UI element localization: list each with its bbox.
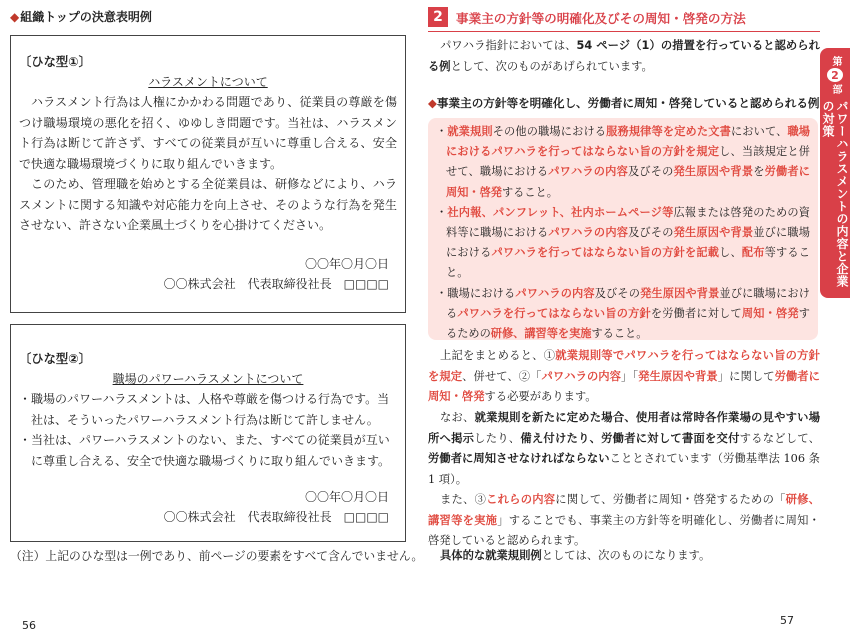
example-item: ・就業規則その他の職場における服務規律等を定めた文書において、職場におけるパワハラを行ってはならない旨の方針を規定し、当該規定と併せて、職場におけるパワハラの内容及びその発生原因や背景を労働者に周知・啓発すること。 [436,125,810,199]
tab-part-prefix: 第 [830,56,841,66]
note-paragraph: なお、就業規則を新たに定めた場合、使用者は常時各作業場の見やすい場所へ掲示したり、備え付けたり、労働者に対して書面を交付するなどして、労働者に周知させなければならないこととされています（労働基準法 106 条 1 項）。 [428,411,820,486]
sample-date: 〇〇年〇月〇日 [304,256,389,271]
left-page [0,0,424,638]
page-number: 57 [780,614,794,627]
left-heading [10,8,152,25]
left-heading-text: 組織トップの決意表明例 [20,10,152,24]
chapter-side-tab [820,48,850,298]
sample-label: 〔ひな型①〕 [19,55,91,69]
example-heading: ◆事業主の方針等を明確化し、労働者に周知・啓発していると認められる例 [428,96,820,110]
example-item: ・職場におけるパワハラの内容及びその発生原因や背景並びに職場におけるパワハラを行ってはならない旨の方針を労働者に対して周知・啓発するための研修、講習等を実施すること。 [436,286,810,341]
sample-bullet: ・当社は、パワーハラスメントのない、また、すべての従業員が互いに尊重し合える、安全で快適な職場づくりに取り組んでいきます。 [19,433,391,468]
sample-paragraph: ハラスメント行為は人権にかかわる問題であり、従業員の尊厳を傷つけ職場環境の悪化を招く、ゆゆしき問題です。当社は、ハラスメント行為は断じて許さず、すべての従業員が互いに尊重し合える、安全で快適な職場環境づくりに取り組んでいきます。 [19,95,397,171]
page-number: 56 [22,619,36,632]
sample-paragraph: このため、管理職を始めとする全従業員は、研修などにより、ハラスメントに関する知識や対応能力を向上させ、そのような行為を発生させない、許さない企業風土づくりを心掛けてください。 [19,177,397,232]
sample-box-2 [10,324,406,542]
also-paragraph: また、③これらの内容に関して、労働者に周知・啓発するための「研修、講習等を実施」することでも、事業主の方針等を明確化し、労働者に周知・啓発していると認められます。 [428,493,820,547]
sample-box-1 [10,35,406,313]
diamond-icon: ◆ [428,96,437,110]
sample-signature: 〇〇株式会社 代表取締役社長 □□□□ [163,510,389,524]
summary-paragraph: 上記をまとめると、①就業規則等でパワハラを行ってはならない旨の方針を規定、併せて、②「パワハラの内容」「発生原因や背景」に関して労働者に周知・啓発する必要があります。 [428,349,820,403]
section-number-badge: 2 [428,7,448,27]
sample-signature: 〇〇株式会社 代表取締役社長 □□□□ [163,276,389,291]
sample-title: ハラスメントについて [148,75,268,89]
diamond-icon: ◆ [10,10,20,24]
example-item: ・社内報、パンフレット、社内ホームページ等広報または啓発のための資料等に職場におけるパワハラの内容及びその発生原因や背景並びに職場におけるパワハラを行ってはならない旨の方針を記載し、配布等すること。 [436,205,810,280]
right-page [420,0,850,638]
sample-date: 〇〇年〇月〇日 [304,490,389,504]
example-box [428,118,818,340]
divider [428,31,820,32]
intro-paragraph: パワハラ指針においては、54 ページ（1）の措置を行っていると認められる例として、次のものがあげられています。 [428,39,820,73]
footnote: （注）上記のひな型は一例であり、前ページの要素をすべて含んでいません。 [10,549,424,563]
sample-label: 〔ひな型②〕 [19,352,91,366]
tab-title: パワーハラスメントの内容と企業の対策 [821,100,849,288]
tab-part-suffix: 部 [830,84,841,95]
sample-bullet: ・職場のパワーハラスメントは、人格や尊厳を傷つける行為です。当社は、そういったパワーハラスメント行為は断じて許しません。 [19,392,390,427]
section-heading [428,6,820,28]
sample-title: 職場のパワーハラスメントについて [112,372,304,386]
final-paragraph: 具体的な就業規則例としては、次のものになります。 [440,549,711,562]
section-title: 事業主の方針等の明確化及びその周知・啓発の方法 [456,10,746,26]
tab-part-number: 2 [827,68,843,82]
